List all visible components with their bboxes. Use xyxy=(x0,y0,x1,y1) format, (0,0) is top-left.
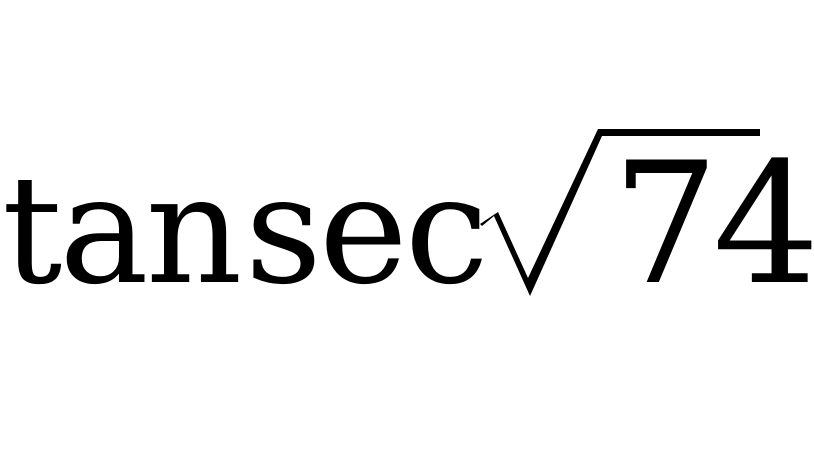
sec-function-label: sec xyxy=(245,144,486,318)
tan-function-label: tan xyxy=(2,144,240,318)
radicand-value: 74 xyxy=(612,126,814,322)
